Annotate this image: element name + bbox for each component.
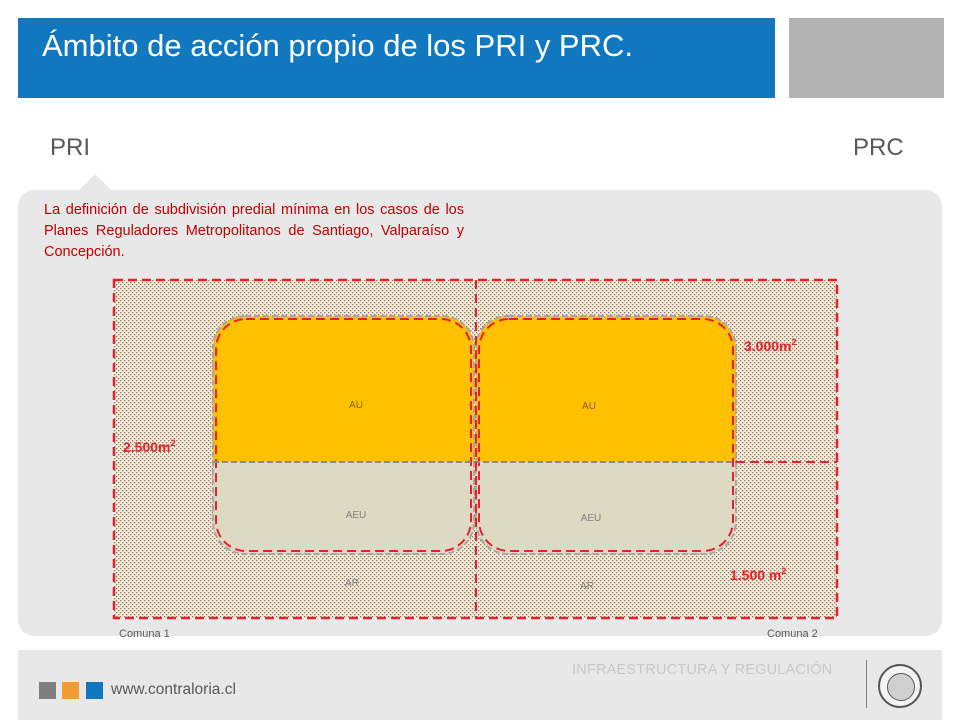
- brand-square-orange: [62, 682, 79, 699]
- footer-divider: [866, 660, 867, 708]
- area-label-top-right: $3.000m^2$: [744, 337, 797, 354]
- slide-title: Ámbito de acción propio de los PRI y PRC.: [42, 28, 633, 63]
- area-label-left: $2.500m^2$: [123, 438, 176, 455]
- urban-block-right: [476, 316, 736, 554]
- comuna-1-label: Comuna 1: [119, 628, 170, 640]
- footer-url-link[interactable]: www.contraloria.cl: [111, 681, 236, 698]
- label-pri: PRI: [50, 134, 91, 161]
- footer-section-label: INFRAESTRUCTURA Y REGULACIÓN: [572, 662, 833, 678]
- zone-label-ar-left: AR: [345, 578, 359, 589]
- comuna-2-label: Comuna 2: [767, 628, 818, 640]
- description-text: La definición de subdivisión predial mínima en los casos de los Planes Reguladores Metropolitanos de Santiago, Valparaíso y Concepción.: [44, 202, 464, 260]
- brand-square-grey: [39, 682, 56, 699]
- contraloria-seal-icon: [878, 664, 922, 708]
- zone-label-au-right: AU: [582, 401, 596, 412]
- zone-label-aeu-right: AEU: [580, 513, 602, 524]
- urban-block-left: [213, 316, 474, 554]
- zone-label-au-left: AU: [349, 400, 363, 411]
- label-prc: PRC: [853, 134, 904, 161]
- zone-label-aeu-left: AEU: [345, 510, 367, 521]
- zone-label-ar-right: AR: [580, 581, 594, 592]
- area-label-bottom-right: 1.500 $m^2$: [730, 566, 787, 583]
- brand-square-blue: [86, 682, 103, 699]
